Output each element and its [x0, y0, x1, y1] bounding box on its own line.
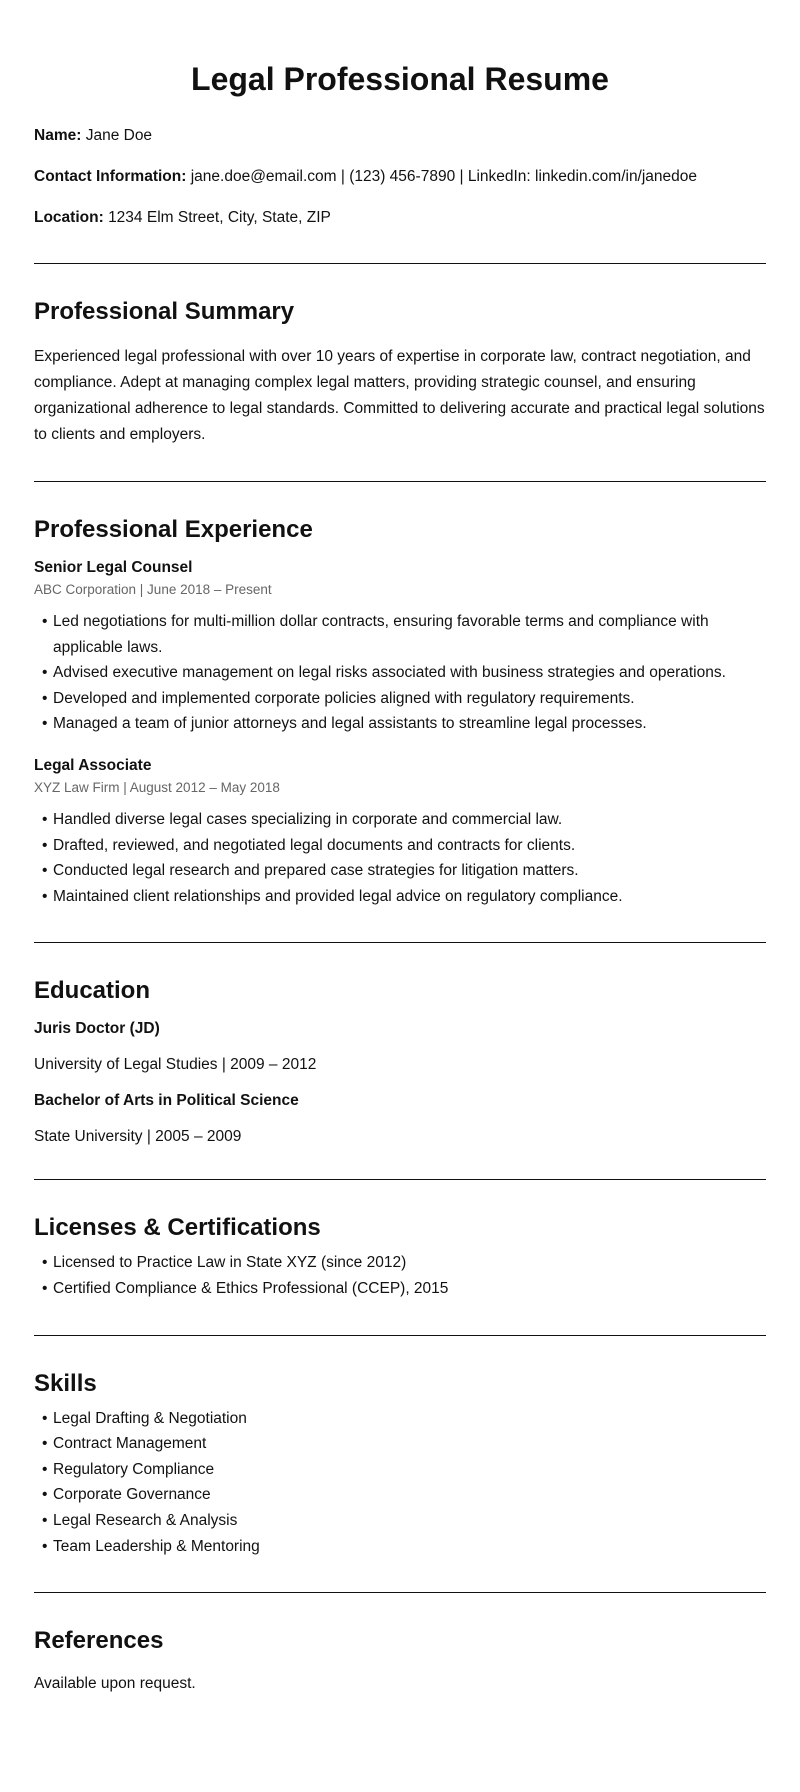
- name-field: [34, 126, 766, 145]
- job-bullet-list: [34, 609, 766, 737]
- bullet-glyph: •: [42, 1537, 48, 1555]
- job-entry: [34, 558, 766, 737]
- education-section: [34, 943, 766, 1179]
- list-item: [42, 1431, 766, 1457]
- skills-list: [34, 1406, 766, 1560]
- name-label: Name:: [34, 127, 82, 144]
- references-text: Available upon request.: [34, 1675, 196, 1693]
- bullet-glyph: •: [42, 715, 48, 733]
- education-degree: Bachelor of Arts in Political Science: [34, 1092, 299, 1110]
- list-item: [42, 686, 766, 712]
- summary-heading: Professional Summary: [34, 298, 295, 325]
- contact-label: Contact Information:: [34, 168, 187, 185]
- bullet-glyph: •: [42, 1409, 48, 1427]
- experience-heading: Professional Experience: [34, 516, 313, 543]
- name-value: Jane Doe: [85, 127, 153, 144]
- licenses-section: [34, 1180, 766, 1334]
- education-school: University of Legal Studies | 2009 – 2012: [34, 1056, 317, 1074]
- experience-section: [34, 482, 766, 942]
- job-bullet-list: [34, 807, 766, 909]
- contact-field: [34, 167, 766, 186]
- summary-text: Experienced legal professional with over 10 years of expertise in corporate law, contract negotiation, and compliance. Adept at managing complex legal matters, providing strategic counsel, and ensuring organizational adherence to legal standards. Committed to delivering accurate and practical legal solutions to clients and employers.: [34, 348, 765, 443]
- list-item-text: Conducted legal research and prepared case strategies for litigation matters.: [53, 862, 579, 880]
- list-item: [42, 711, 766, 737]
- list-item: [42, 1250, 766, 1276]
- bullet-glyph: •: [42, 810, 48, 828]
- list-item: [42, 609, 766, 660]
- education-school: State University | 2005 – 2009: [34, 1128, 242, 1146]
- bullet-glyph: •: [42, 887, 48, 905]
- references-heading: References: [34, 1627, 164, 1655]
- list-item: [42, 858, 766, 884]
- job-meta: XYZ Law Firm | August 2012 – May 2018: [34, 779, 280, 795]
- list-item-text: Contract Management: [53, 1435, 207, 1453]
- list-item-text: Led negotiations for multi-million dollar contracts, ensuring favorable terms and compliance with applicable laws.: [53, 613, 709, 656]
- location-value: 1234 Elm Street, City, State, ZIP: [108, 209, 331, 226]
- list-item-text: Certified Compliance & Ethics Professional (CCEP), 2015: [53, 1279, 449, 1297]
- list-item: [42, 1406, 766, 1432]
- list-item: [42, 1276, 766, 1302]
- list-item-text: Corporate Governance: [53, 1486, 211, 1504]
- contact-value: jane.doe@email.com | (123) 456-7890 | LinkedIn: linkedin.com/in/janedoe: [190, 168, 698, 185]
- list-item: [42, 807, 766, 833]
- bullet-glyph: •: [42, 1279, 48, 1297]
- list-item-text: Legal Research & Analysis: [53, 1511, 238, 1529]
- summary-section: [34, 264, 766, 481]
- bullet-glyph: •: [42, 1435, 48, 1453]
- list-item: [42, 1482, 766, 1508]
- list-item-text: Developed and implemented corporate policies aligned with regulatory requirements.: [53, 689, 635, 707]
- licenses-list: [34, 1250, 766, 1301]
- list-item-text: Handled diverse legal cases specializing in corporate and commercial law.: [53, 810, 563, 828]
- bullet-glyph: •: [42, 613, 48, 630]
- list-item: [42, 1457, 766, 1483]
- references-section: [34, 1593, 766, 1697]
- list-item-text: Regulatory Compliance: [53, 1460, 215, 1478]
- bullet-glyph: •: [42, 689, 48, 707]
- bullet-glyph: •: [42, 664, 48, 682]
- job-title: Senior Legal Counsel: [34, 559, 193, 576]
- education-degree: Juris Doctor (JD): [34, 1020, 160, 1038]
- skills-heading: Skills: [34, 1369, 97, 1397]
- bullet-glyph: •: [42, 862, 48, 880]
- list-item-text: Drafted, reviewed, and negotiated legal documents and contracts for clients.: [53, 836, 576, 854]
- location-label: Location:: [34, 209, 104, 226]
- list-item: [42, 660, 766, 686]
- skills-section: [34, 1336, 766, 1593]
- licenses-heading: Licenses & Certifications: [34, 1214, 321, 1242]
- job-entry: [34, 756, 766, 909]
- bullet-glyph: •: [42, 1486, 48, 1504]
- education-heading: Education: [34, 977, 151, 1005]
- list-item-text: Maintained client relationships and provided legal advice on regulatory compliance.: [53, 887, 623, 905]
- bullet-glyph: •: [42, 1460, 48, 1478]
- job-meta: ABC Corporation | June 2018 – Present: [34, 582, 272, 597]
- list-item: [42, 1534, 766, 1560]
- list-item: [42, 884, 766, 910]
- bullet-glyph: •: [42, 1511, 48, 1529]
- job-title: Legal Associate: [34, 756, 152, 774]
- page-title: Legal Professional Resume: [191, 61, 609, 97]
- list-item-text: Legal Drafting & Negotiation: [53, 1409, 247, 1427]
- bullet-glyph: •: [42, 836, 48, 854]
- list-item: [42, 833, 766, 859]
- bullet-glyph: •: [42, 1254, 48, 1272]
- list-item-text: Advised executive management on legal risks associated with business strategies and operations.: [53, 664, 726, 682]
- list-item-text: Licensed to Practice Law in State XYZ (since 2012): [53, 1254, 407, 1272]
- list-item-text: Managed a team of junior attorneys and legal assistants to streamline legal processes.: [53, 715, 647, 733]
- location-field: [34, 208, 766, 227]
- list-item: [42, 1508, 766, 1534]
- list-item-text: Team Leadership & Mentoring: [53, 1537, 260, 1555]
